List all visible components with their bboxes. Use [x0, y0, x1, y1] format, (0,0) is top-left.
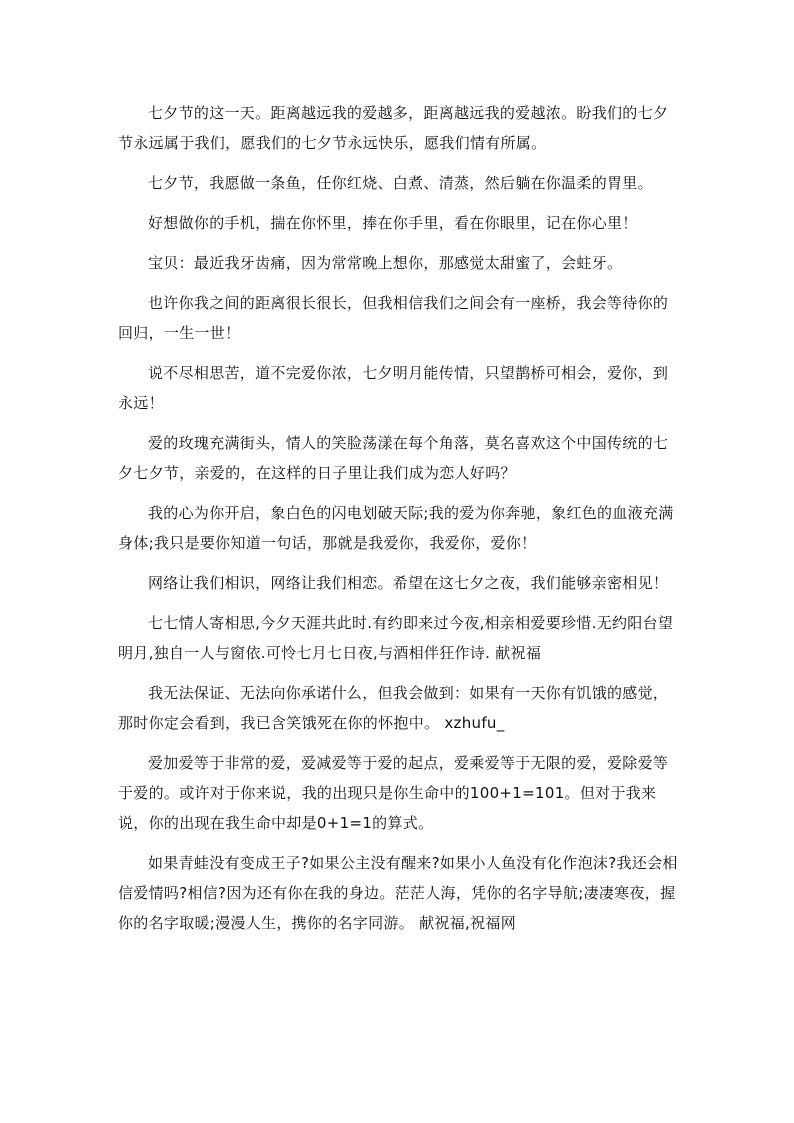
paragraph: 也许你我之间的距离很长很长，但我相信我们之间会有一座桥，我会等待你的回归，一生一世！: [118, 294, 669, 342]
paragraph: 爱加爱等于非常的爱，爱减爱等于爱的起点，爱乘爱等于无限的爱，爱除爱等于爱的。或许对于你来说，我的出现只是你生命中的100+1=101。但对于我来说，你的出现在我生命中却是0+1=1的算式。: [118, 754, 669, 832]
paragraph: 说不尽相思苦，道不完爱你浓，七夕明月能传情，只望鹊桥可相会，爱你，到永远！: [118, 364, 669, 412]
paragraph: 爱的玫瑰充满街头，情人的笑脸荡漾在每个角落，莫名喜欢这个中国传统的七夕七夕节，亲爱的，在这样的日子里让我们成为恋人好吗？: [118, 434, 669, 482]
paragraph: 网络让我们相识，网络让我们相恋。希望在这七夕之夜，我们能够亲密相见！: [148, 574, 669, 592]
paragraph: 七七情人寄相思,今夕天涯共此时.有约即来过今夜,相亲相爱要珍惜.无约阳台望明月,独自一人与窗依.可怜七月七日夜,与酒相伴狂作诗. 献祝福: [118, 614, 674, 662]
paragraph: 如果青蛙没有变成王子?如果公主没有醒来?如果小人鱼没有化作泡沫?我还会相信爱情吗?相信?因为还有你在我的身边。茫茫人海，凭你的名字导航;凄凄寒夜，握你的名字取暖;漫漫人生，携你的名字同游。 献祝福,祝福网: [118, 854, 678, 932]
paragraph: 我无法保证、无法向你承诺什么，但我会做到：如果有一天你有饥饿的感觉，那时你定会看到，我已含笑饿死在你的怀抱中。 xzhufu_: [118, 684, 669, 732]
document-body: [118, 98, 678, 948]
paragraph: 七夕节的这一天。距离越远我的爱越多，距离越远我的爱越浓。盼我们的七夕节永远属于我们，愿我们的七夕节永远快乐，愿我们情有所属。: [118, 104, 669, 152]
paragraph: 七夕节，我愿做一条鱼，任你红烧、白煮、清蒸，然后躺在你温柔的胃里。: [148, 174, 653, 192]
paragraph: 宝贝：最近我牙齿痛，因为常常晚上想你，那感觉太甜蜜了，会蛀牙。: [148, 254, 623, 272]
paragraph: 好想做你的手机，揣在你怀里，捧在你手里，看在你眼里，记在你心里！: [148, 214, 638, 232]
paragraph: 我的心为你开启，象白色的闪电划破天际;我的爱为你奔驰，象红色的血液充满身体;我只是要你知道一句话，那就是我爱你，我爱你，爱你！: [118, 504, 674, 552]
